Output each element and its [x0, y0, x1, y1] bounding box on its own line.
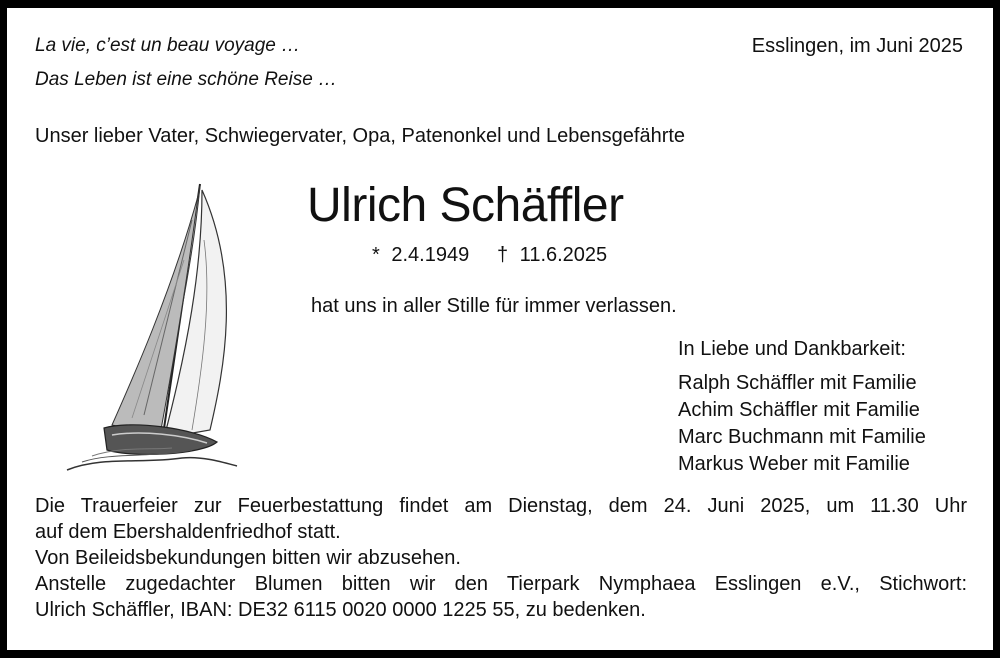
funeral-notice-line: Ulrich Schäffler, IBAN: DE32 6115 0020 0000 1225 55, zu bedenken. — [35, 599, 646, 621]
place-date: Esslingen, im Juni 2025 — [751, 35, 963, 57]
mourner-name: Achim Schäffler mit Familie — [678, 399, 920, 421]
funeral-notice-line: Die Trauerfeier zur Feuerbestattung findet am Dienstag, dem 24. Juni 2025, um 11.30 Uhr — [35, 495, 967, 517]
birth-date: * 2.4.1949 — [372, 244, 470, 266]
sailboat-illustration — [52, 180, 242, 475]
mourner-name: Marc Buchmann mit Familie — [678, 426, 926, 448]
motto-line-2: Das Leben ist eine schöne Reise … — [35, 69, 338, 90]
mourners-heading: In Liebe und Dankbarkeit: — [678, 338, 906, 360]
deceased-name: Ulrich Schäffler — [307, 179, 624, 232]
death-date: † 11.6.2025 — [497, 244, 608, 266]
mourner-name: Ralph Schäffler mit Familie — [678, 372, 917, 394]
funeral-notice — [35, 493, 967, 623]
mourner-name: Markus Weber mit Familie — [678, 453, 910, 475]
intro-text: Unser lieber Vater, Schwiegervater, Opa, Patenonkel und Lebensgefährte — [35, 125, 686, 147]
motto-line-1: La vie, c’est un beau voyage … — [35, 35, 301, 56]
funeral-notice-line: auf dem Ebershaldenfriedhof statt. — [35, 521, 341, 543]
funeral-notice-line: Anstelle zugedachter Blumen bitten wir den Tierpark Nymphaea Esslingen e.V., Stichwort: — [35, 573, 967, 595]
obituary-card — [7, 8, 993, 650]
statement-text: hat uns in aller Stille für immer verlassen. — [311, 295, 677, 317]
funeral-notice-line: Von Beileidsbekundungen bitten wir abzusehen. — [35, 547, 461, 569]
mourners-list — [678, 370, 926, 478]
